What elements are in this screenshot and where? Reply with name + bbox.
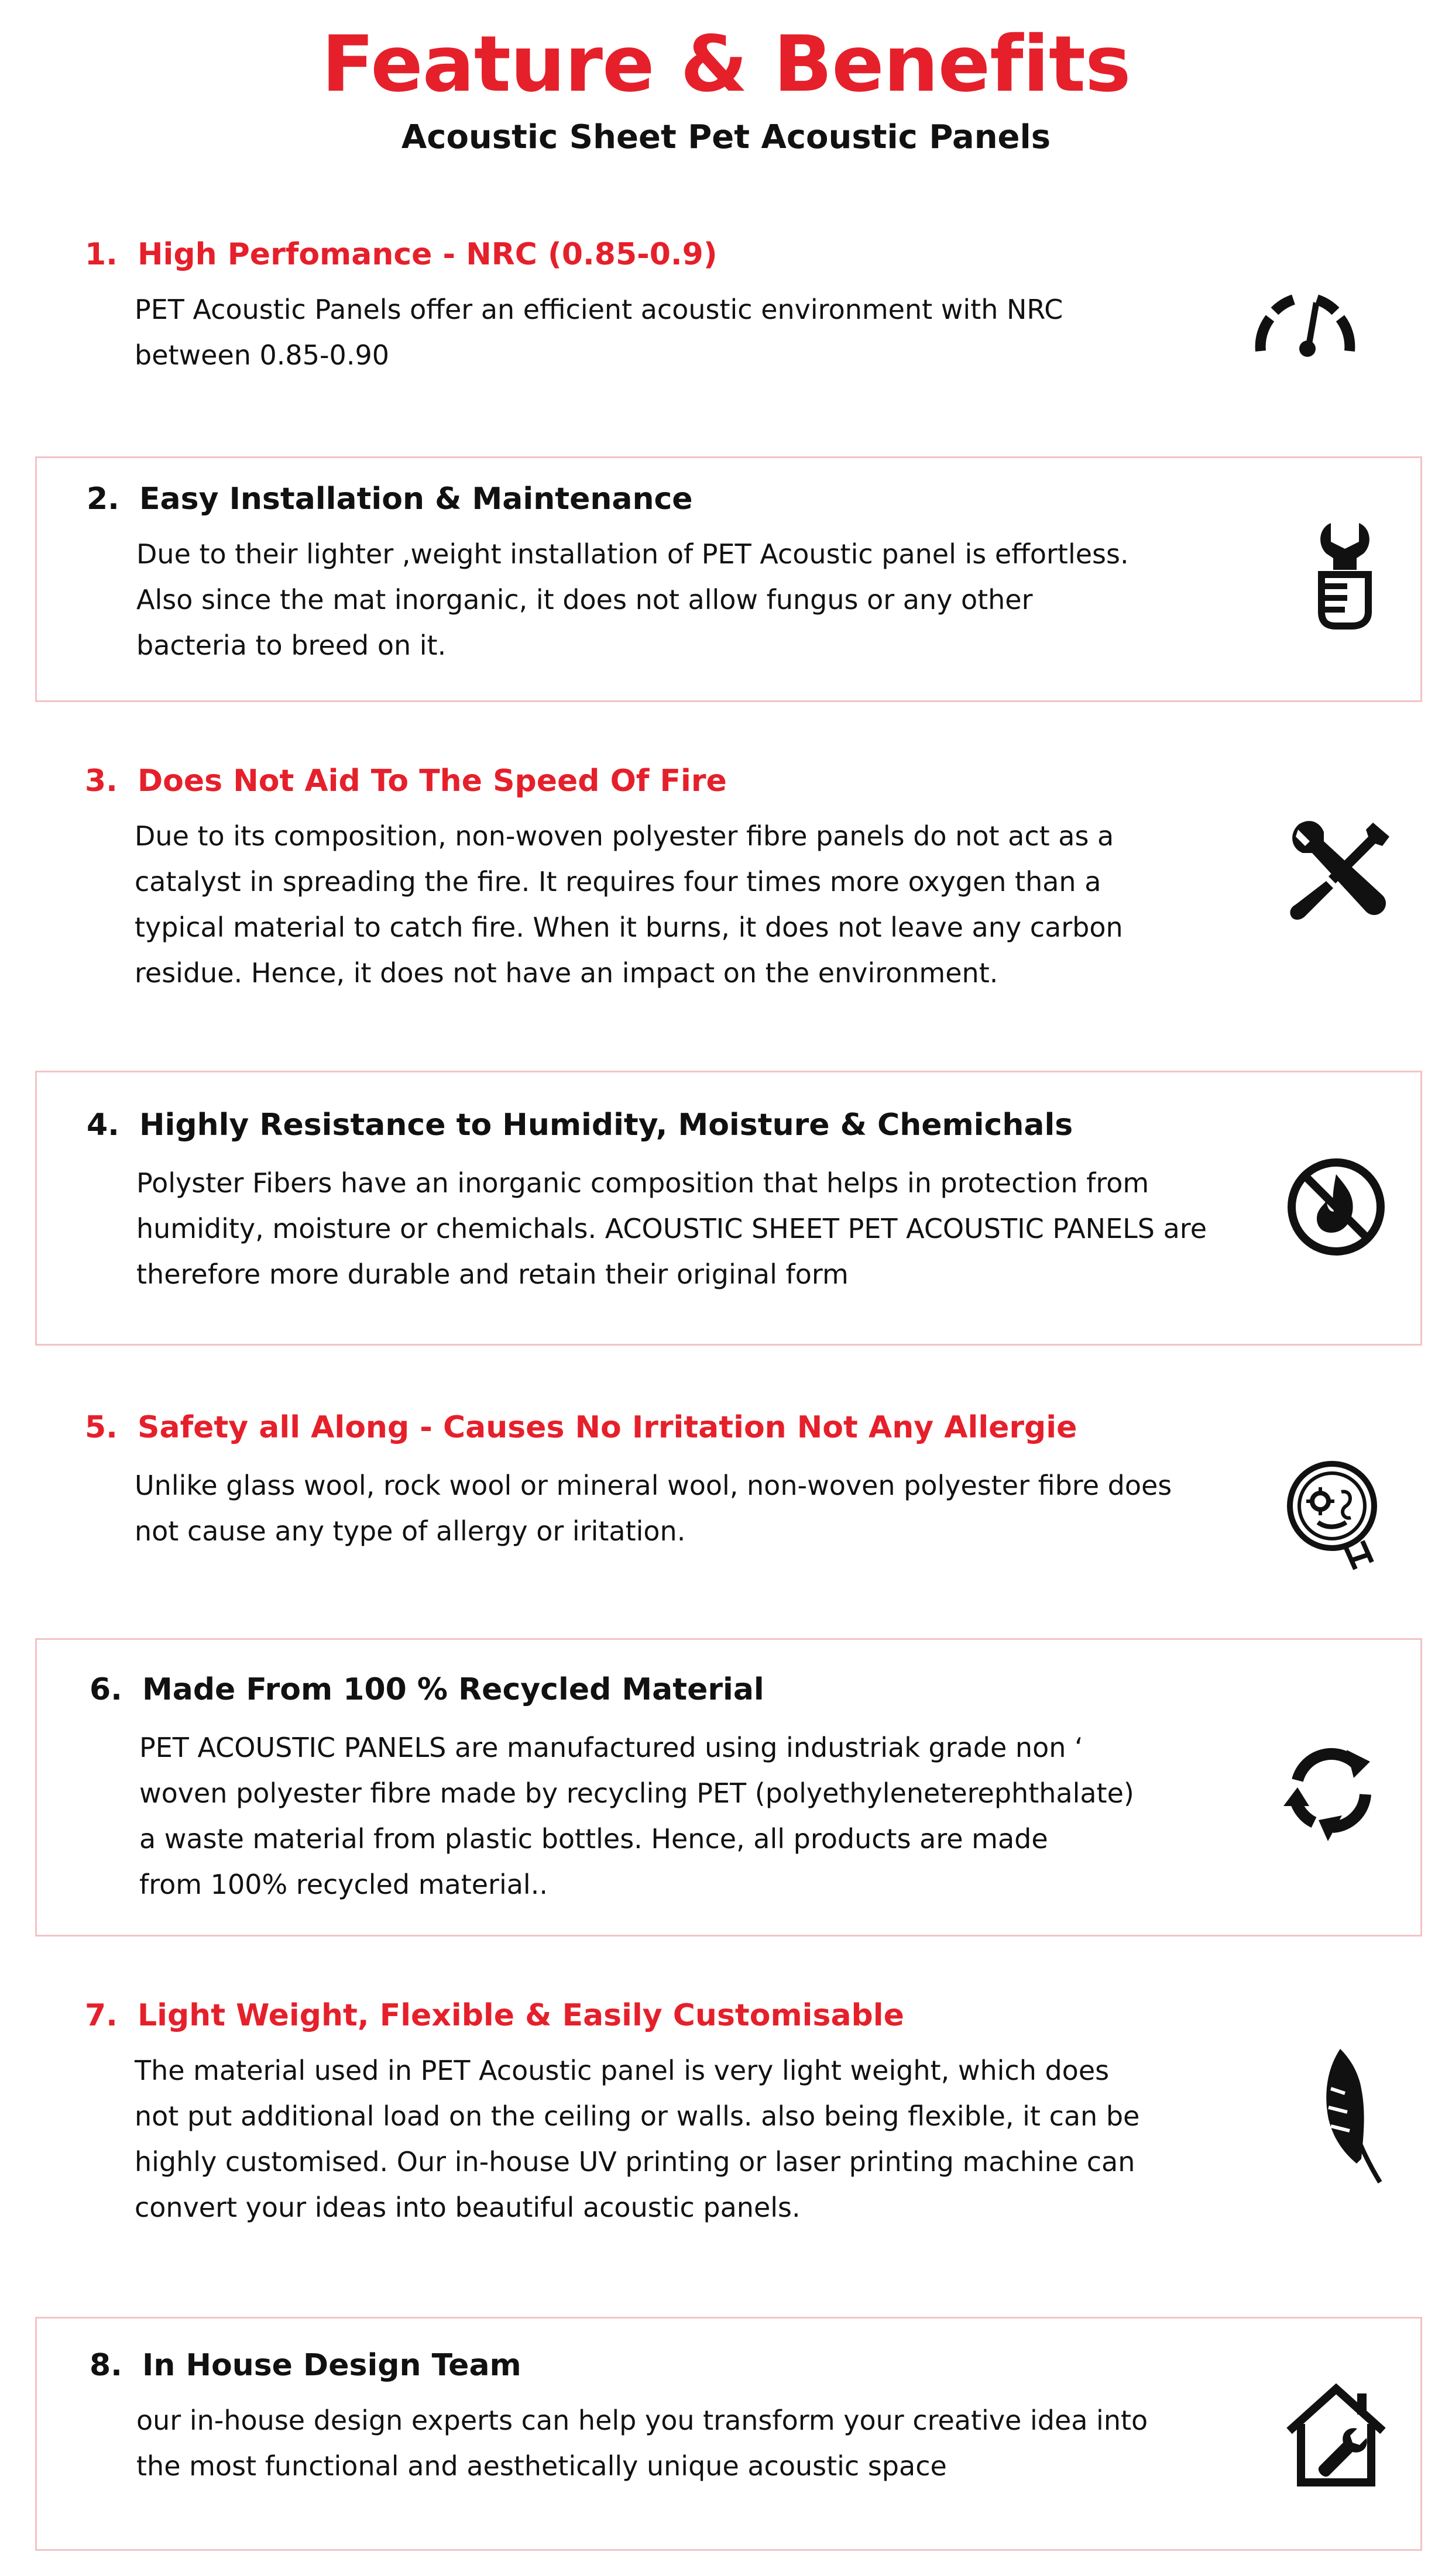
feature-line: Due to its composition, non-woven polyester fibre panels do not act as a [135,820,1114,852]
feature-line: bacteria to breed on it. [136,630,447,661]
feature-item-1 [35,216,1422,410]
feature-description [135,2048,1299,2230]
feature-heading [90,2345,521,2386]
feature-item-3 [35,749,1422,1018]
feature-item-6 [35,1638,1422,1937]
feature-line: Unlike glass wool, rock wool or mineral wool, non-woven polyester fibre does [135,1470,1172,1501]
bacteria-magnifier-icon [1276,1457,1393,1574]
feature-description [136,531,1301,668]
feature-line: Polyster Fibers have an inorganic composition that helps in protection from [136,1167,1149,1199]
feature-line: therefore more durable and retain their original form [136,1258,849,1290]
feature-title: Light Weight, Flexible & Easily Customisable [138,1998,904,2033]
feature-title: Safety all Along - Causes No Irritation Not Any Allergie [138,1410,1077,1445]
feature-number: 4. [87,1108,119,1143]
feature-item-2 [35,456,1422,702]
feature-number: 8. [90,2348,122,2383]
feature-line: the most functional and aesthetically unique acoustic space [136,2450,947,2482]
feature-description [136,1160,1301,1297]
no-fire-icon [1278,1148,1395,1265]
feature-item-8 [35,2317,1422,2551]
speedometer-icon [1247,269,1364,386]
feature-description [135,1463,1299,1554]
feature-number: 1. [85,237,118,272]
feather-icon [1293,2042,1410,2188]
feature-line: residue. Hence, it does not have an impact on the environment. [135,957,998,989]
feature-line: PET ACOUSTIC PANELS are manufactured using industriak grade non ‘ [139,1732,1083,1763]
feature-number: 3. [85,763,118,799]
recycle-icon [1272,1734,1389,1851]
feature-line: humidity, moisture or chemichals. ACOUSTIC SHEET PET ACOUSTIC PANELS are [136,1213,1207,1244]
feature-heading [85,234,718,275]
feature-line: catalyst in spreading the fire. It requires four times more oxygen than a [135,866,1101,897]
feature-title: High Perfomance - NRC (0.85-0.9) [138,237,718,272]
feature-line: highly customised. Our in-house UV printing or laser printing machine can [135,2146,1135,2178]
wrench-screwdriver-icon [1282,813,1399,930]
feature-line: The material used in PET Acoustic panel is very light weight, which does [135,2055,1110,2086]
feature-line: between 0.85-0.90 [135,339,389,371]
page-subtitle: Acoustic Sheet Pet Acoustic Panels [401,118,1051,156]
feature-title: Highly Resistance to Humidity, Moisture & Chemichals [139,1108,1073,1143]
feature-line: Also since the mat inorganic, it does not allow fungus or any other [136,584,1033,615]
house-wrench-icon [1278,2377,1395,2494]
feature-line: not cause any type of allergy or iritation. [135,1515,686,1547]
feature-item-4 [35,1071,1422,1346]
feature-title: Made From 100 % Recycled Material [142,1672,764,1707]
feature-number: 2. [87,482,119,517]
feature-title: Easy Installation & Maintenance [139,482,693,517]
feature-line: PET Acoustic Panels offer an efficient acoustic environment with NRC [135,294,1063,325]
feature-line: woven polyester fibre made by recycling PET (polyethyleneterephthalate) [139,1777,1134,1809]
feature-description [139,1725,1304,1907]
feature-number: 5. [85,1410,118,1445]
feature-line: not put additional load on the ceiling or walls. also being flexible, it can be [135,2100,1140,2132]
feature-number: 7. [85,1998,118,2033]
feature-heading [85,1407,1077,1448]
feature-line: typical material to catch fire. When it burns, it does not leave any carbon [135,912,1123,943]
feature-description [135,813,1299,996]
feature-title: In House Design Team [142,2348,521,2383]
feature-item-5 [35,1392,1422,1597]
feature-heading [90,1669,764,1710]
feature-line: from 100% recycled material.. [139,1869,548,1900]
feature-line: convert your ideas into beautiful acoustic panels. [135,2192,801,2223]
feature-heading [85,1995,904,2036]
feature-heading [87,1105,1073,1146]
feature-number: 6. [90,1672,122,1707]
feature-line: our in-house design experts can help you transform your creative idea into [136,2405,1148,2436]
feature-heading [87,479,693,520]
feature-item-7 [35,1983,1422,2252]
feature-line: a waste material from plastic bottles. Hence, all products are made [139,1823,1048,1855]
feature-description [136,2398,1301,2489]
feature-line: Due to their lighter ,weight installation of PET Acoustic panel is effortless. [136,538,1129,570]
hand-wrench-icon [1286,514,1403,631]
feature-title: Does Not Aid To The Speed Of Fire [138,763,727,799]
feature-description [135,287,1299,378]
page-title: Feature & Benefits [321,19,1131,109]
feature-heading [85,761,727,802]
